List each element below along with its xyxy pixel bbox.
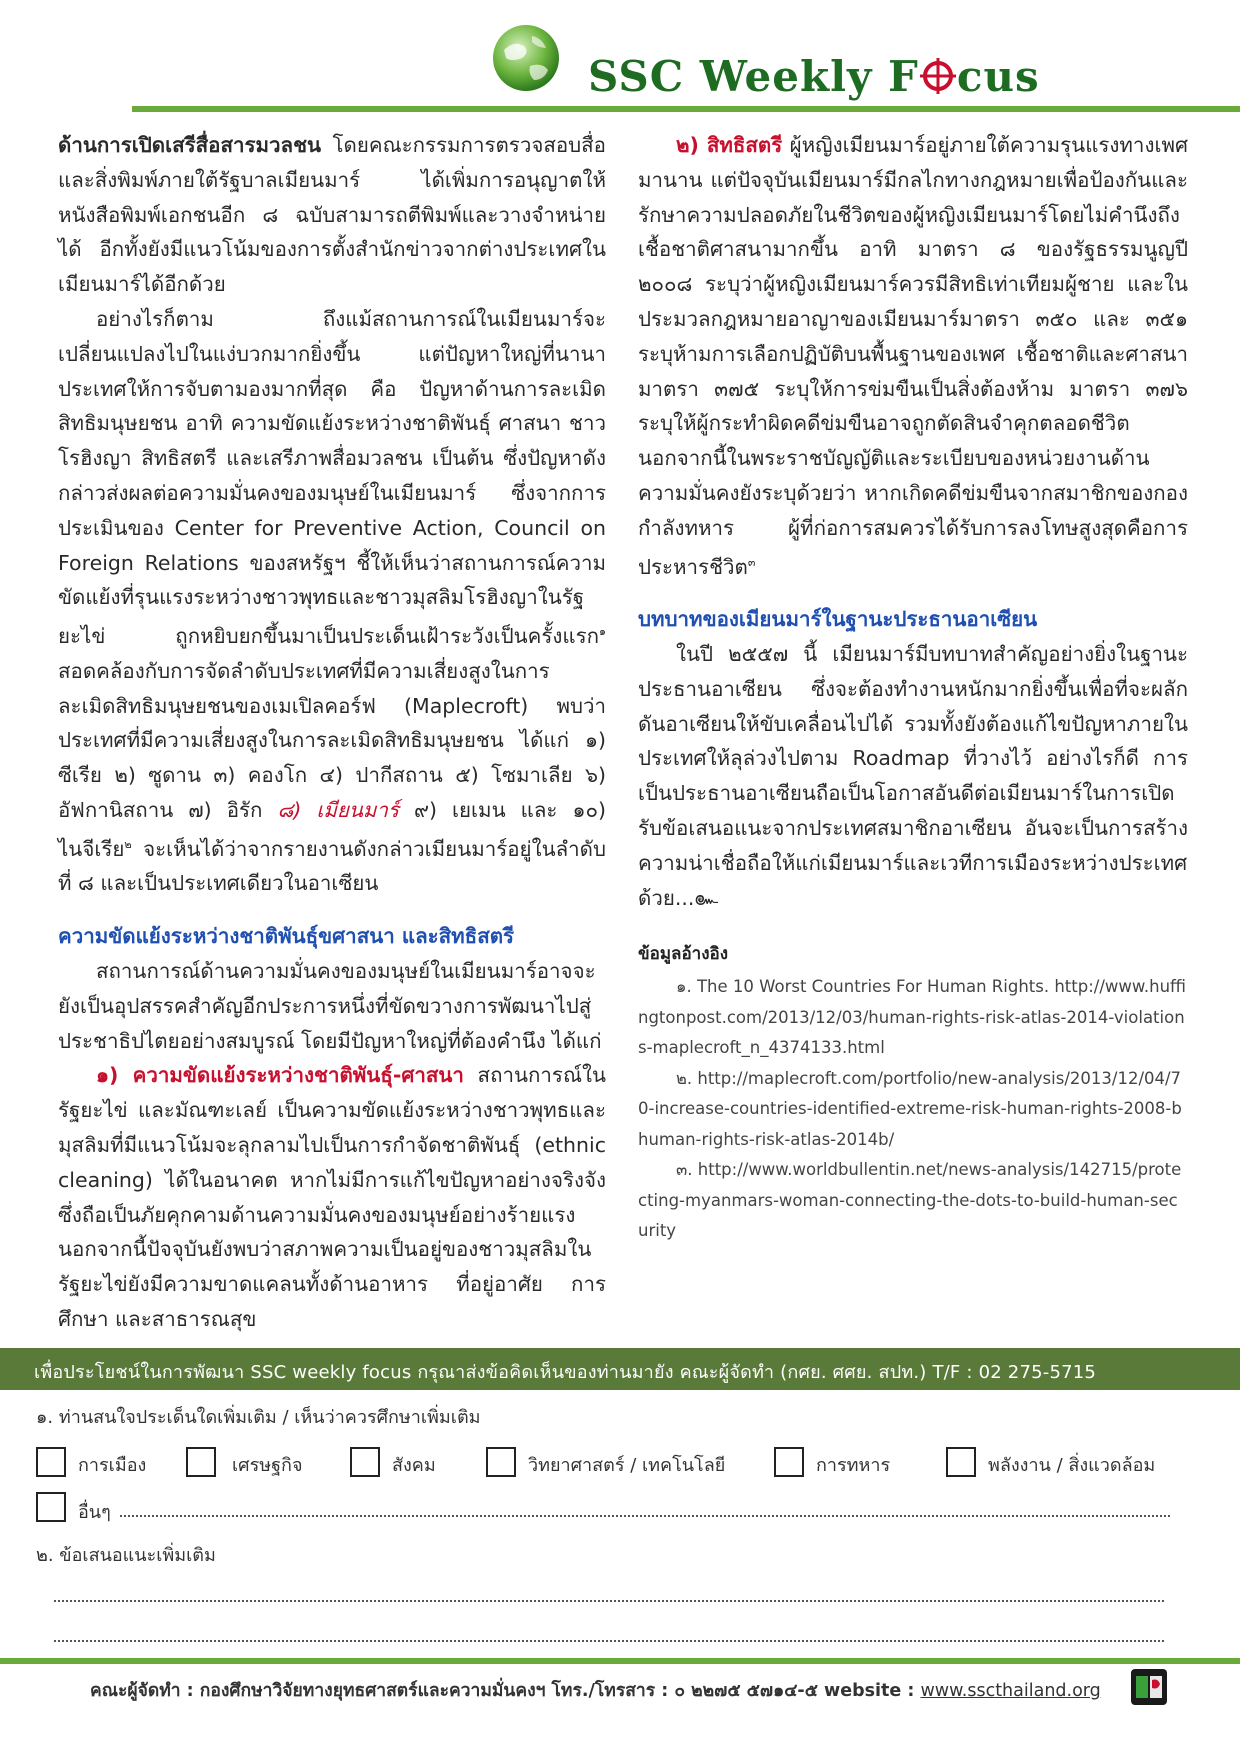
option-label-other: อื่นๆ xyxy=(78,1502,111,1523)
option-label-military: การทหาร xyxy=(816,1455,891,1476)
brand-title: SSC Weekly F cus xyxy=(588,52,1040,101)
reference-item: ๒. http://maplecroft.com/portfolio/new-analysis/2013/12/04/70-increase-countries-identified-extreme-risk-human-rights-2008-bhuman-rights-risk-atlas-2014b/ xyxy=(638,1068,1182,1149)
option-label-energy-environment: พลังงาน / สิ่งแวดล้อม xyxy=(988,1455,1156,1476)
reference-item: ๑. The 10 Worst Countries For Human Rights. http://www.huffingtonpost.com/2013/12/03/human-rights-risk-atlas-2014-violations-maplecroft_n_4374133.html xyxy=(638,977,1186,1058)
references-title: ข้อมูลอ้างอิง xyxy=(638,944,729,965)
checkbox-other[interactable] xyxy=(36,1492,66,1522)
globe-logo-icon xyxy=(490,22,562,94)
option-label-society: สังคม xyxy=(392,1455,436,1476)
option-label-economy: เศรษฐกิจ xyxy=(232,1455,303,1476)
paragraph-ethnic-conflict: ๑) ความขัดแย้งระหว่างชาติพันธุ์-ศาสนา สถานการณ์ในรัฐยะไข่ และมัณฑะเลย์ เป็นความขัดแย้งระหว่างชาวพุทธและมุสลิมที่มีแนวโน้มจะลุกลามไปเป็นการกำจัดชาติพันธุ์ (ethnic cleaning) ได้ในอนาคต หากไม่มีการแก้ไขปัญหาอย่างจริงจัง ซึ่งถือเป็นภัยคุกคามด้านความมั่นคงของมนุษย์อย่างร้ายแรง นอกจากนี้ปัจจุบันยังพบว่าสภาพความเป็นอยู่ของชาวมุสลิมในรัฐยะไข่ยังมีความขาดแคลนทั้งด้านอาหาร ที่อยู่อาศัย การศึกษา และสาธารณสุข xyxy=(58,1063,606,1331)
option-label-politics: การเมือง xyxy=(78,1455,147,1476)
section-heading-conflict: ความขัดแย้งระหว่างชาติพันธุ์ขศาสนา และสิทธิสตรี xyxy=(58,924,515,949)
checkbox-military[interactable] xyxy=(774,1447,804,1477)
footer-credits: คณะผู้จัดทำ : กองศึกษาวิจัยทางยุทธศาสตร์และความมั่นคงฯ โทร./โทรสาร : ๐ ๒๒๗๕ ๕๗๑๔-๕ website : www.sscthailand.org xyxy=(90,1681,1101,1701)
footer-rule xyxy=(0,1658,1240,1664)
end-mark-icon: ๛ xyxy=(694,885,719,910)
checkbox-politics[interactable] xyxy=(36,1447,66,1477)
checkbox-society[interactable] xyxy=(350,1447,380,1477)
feedback-banner-text: เพื่อประโยชน์ในการพัฒนา SSC weekly focus กรุณาส่งข้อคิดเห็นของท่านมายัง คณะผู้จัดทำ (กศย. ศศย. สปท.) T/F : 02 275-5715 xyxy=(34,1362,1097,1383)
option-label-science-tech: วิทยาศาสตร์ / เทคโนโลยี xyxy=(528,1455,726,1476)
checkbox-science-tech[interactable] xyxy=(486,1447,516,1477)
question-1: ๑. ท่านสนใจประเด็นใดเพิ่มเติม / เห็นว่าควรศึกษาเพิ่มเติม xyxy=(36,1407,481,1428)
paragraph-human-rights: อย่างไรก็ตาม ถึงแม้สถานการณ์ในเมียนมาร์จะเปลี่ยนแปลงไปในแง่บวกมากยิ่งขึ้น แต่ปัญหาใหญ่ที่นานาประเทศให้การจับตามองมากที่สุด คือ ปัญหาด้านการละเมิดสิทธิมนุษยชน อาทิ ความขัดแย้งระหว่างชาติพันธุ์ ศาสนา ชาวโรฮิงญา สิทธิสตรี และเสรีภาพสื่อมวลชน เป็นต้น ซึ่งปัญหาดังกล่าวส่งผลต่อความมั่นคงของมนุษย์ในเมียนมาร์ ซึ่งจากการประเมินของ Center for Preventive Action, Council on Foreign Relations ของสหรัฐฯ ชี้ให้เห็นว่าสถานการณ์ความขัดแย้งที่รุนแรงระหว่างชาวพุทธและชาวมุสลิมโรฮิงญาในรัฐยะไข่ ถูกหยิบยกขึ้นมาเป็นประเด็นเฝ้าระวังเป็นครั้งแรก$^๑$ สอดคล้องกับการจัดลำดับประเทศที่มีความเสี่ยงสูงในการละเมิดสิทธิมนุษยชนของเมเปิลคอร์ฟ (Maplecroft) พบว่าประเทศที่มีความเสี่ยงสูงในการละเมิดสิทธิมนุษยชน ได้แก่ ๑) ซีเรีย ๒) ซูดาน ๓) คองโก ๔) ปากีสถาน ๕) โซมาเลีย ๖) อัฟกานิสถาน ๗) อิรัก ๘) เมียนมาร์ ๙) เยเมน และ ๑๐) ไนจีเรีย$^๒$ จะเห็นได้ว่าจากรายงานดังกล่าวเมียนมาร์อยู่ในลำดับที่ ๘ และเป็นประเทศเดียวในอาเซียน xyxy=(58,306,606,896)
reference-item: ๓. http://www.worldbullentin.net/news-analysis/142715/protecting-myanmars-woman-connecting-the-dots-to-build-human-security xyxy=(638,1160,1182,1241)
section-heading-asean: บทบาทของเมียนมาร์ในฐานะประธานอาเซียน xyxy=(638,607,1038,632)
paragraph-security: สถานการณ์ด้านความมั่นคงของมนุษย์ในเมียนมาร์อาจจะยังเป็นอุปสรรคสำคัญอีกประการหนึ่งที่ขัดขวางการพัฒนาไปสู่ประชาธิปไตยอย่างสมบูรณ์ โดยมีปัญหาใหญ่ที่ต้องคำนึง ได้แก่ xyxy=(58,958,602,1053)
left-column xyxy=(58,128,606,1337)
checkbox-energy-environment[interactable] xyxy=(946,1447,976,1477)
other-input-line[interactable] xyxy=(120,1515,1170,1517)
crosshair-icon xyxy=(919,57,957,95)
suggestion-line-2[interactable] xyxy=(54,1640,1164,1642)
checkbox-economy[interactable] xyxy=(186,1447,216,1477)
suggestion-line-1[interactable] xyxy=(54,1600,1164,1602)
website-link[interactable]: www.sscthailand.org xyxy=(920,1681,1101,1701)
paragraph-women-rights: ๒) สิทธิสตรี ผู้หญิงเมียนมาร์อยู่ภายใต้ความรุนแรงทางเพศมานาน แต่ปัจจุบันเมียนมาร์มีกลไกทางกฎหมายเพื่อป้องกันและรักษาความปลอดภัยในชีวิตของผู้หญิงเมียนมาร์โดยไม่คำนึงถึงเชื้อชาติศาสนามากขึ้น อาทิ มาตรา ๘ ของรัฐธรรมนูญปี ๒๐๐๘ ระบุว่าผู้หญิงเมียนมาร์ควรมีสิทธิเท่าเทียมผู้ชาย และในประมวลกฎหมายอาญาของเมียนมาร์มาตรา ๓๕๐ และ ๓๕๑ ระบุห้ามการเลือกปฏิบัติบนพื้นฐานของเพศ เชื้อชาติและศาสนา มาตรา ๓๗๕ ระบุให้การข่มขืนเป็นสิ่งต้องห้าม มาตรา ๓๗๖ ระบุให้ผู้กระทำผิดคดีข่มขืนอาจถูกตัดสินจำคุกตลอดชีวิต นอกจากนี้ในพระราชบัญญัติและระเบียบของหน่วยงานด้านความมั่นคงยังระบุด้วยว่า หากเกิดคดีข่มขืนจากสมาชิกของกองกำลังทหาร ผู้ที่ก่อการสมควรได้รับการลงโทษสูงสุดคือการประหารชีวิต$^๓$ xyxy=(638,133,1188,579)
header-rule xyxy=(132,106,1240,112)
right-column xyxy=(638,128,1188,1247)
ssc-logo-icon xyxy=(1130,1668,1168,1706)
references-list xyxy=(638,972,1188,1247)
paragraph-asean-chair: ในปี ๒๕๕๗ นี้ เมียนมาร์มีบทบาทสำคัญอย่างยิ่งในฐานะประธานอาเซียน ซึ่งจะต้องทำงานหนักมากยิ่งขึ้นเพื่อที่จะผลักดันอาเซียนให้ขับเคลื่อนไปได้ รวมทั้งยังต้องแก้ไขปัญหาภายในประเทศให้ลุล่วงไปตาม Roadmap ที่วางไว้ อย่างไรก็ดี การเป็นประธานอาเซียนถือเป็นโอกาสอันดีต่อเมียนมาร์ในการเปิดรับข้อเสนอแนะจากประเทศสมาชิกอาเซียน อันจะเป็นการสร้างความน่าเชื่อถือให้แก่เมียนมาร์และเวทีการเมืองระหว่างประเทศด้วย...๛ xyxy=(638,641,1188,910)
paragraph-media-freedom: ด้านการเปิดเสรีสื่อสารมวลชน โดยคณะกรรมการตรวจสอบสื่อและสิ่งพิมพ์ภายใต้รัฐบาลเมียนมาร์ ได้เพิ่มการอนุญาตให้หนังสือพิมพ์เอกชนอีก ๘ ฉบับสามารถตีพิมพ์และวางจำหน่ายได้ อีกทั้งยังมีแนวโน้มของการตั้งสำนักข่าวจากต่างประเทศในเมียนมาร์ได้อีกด้วย xyxy=(58,133,606,297)
question-2: ๒. ข้อเสนอแนะเพิ่มเติม xyxy=(36,1545,216,1566)
